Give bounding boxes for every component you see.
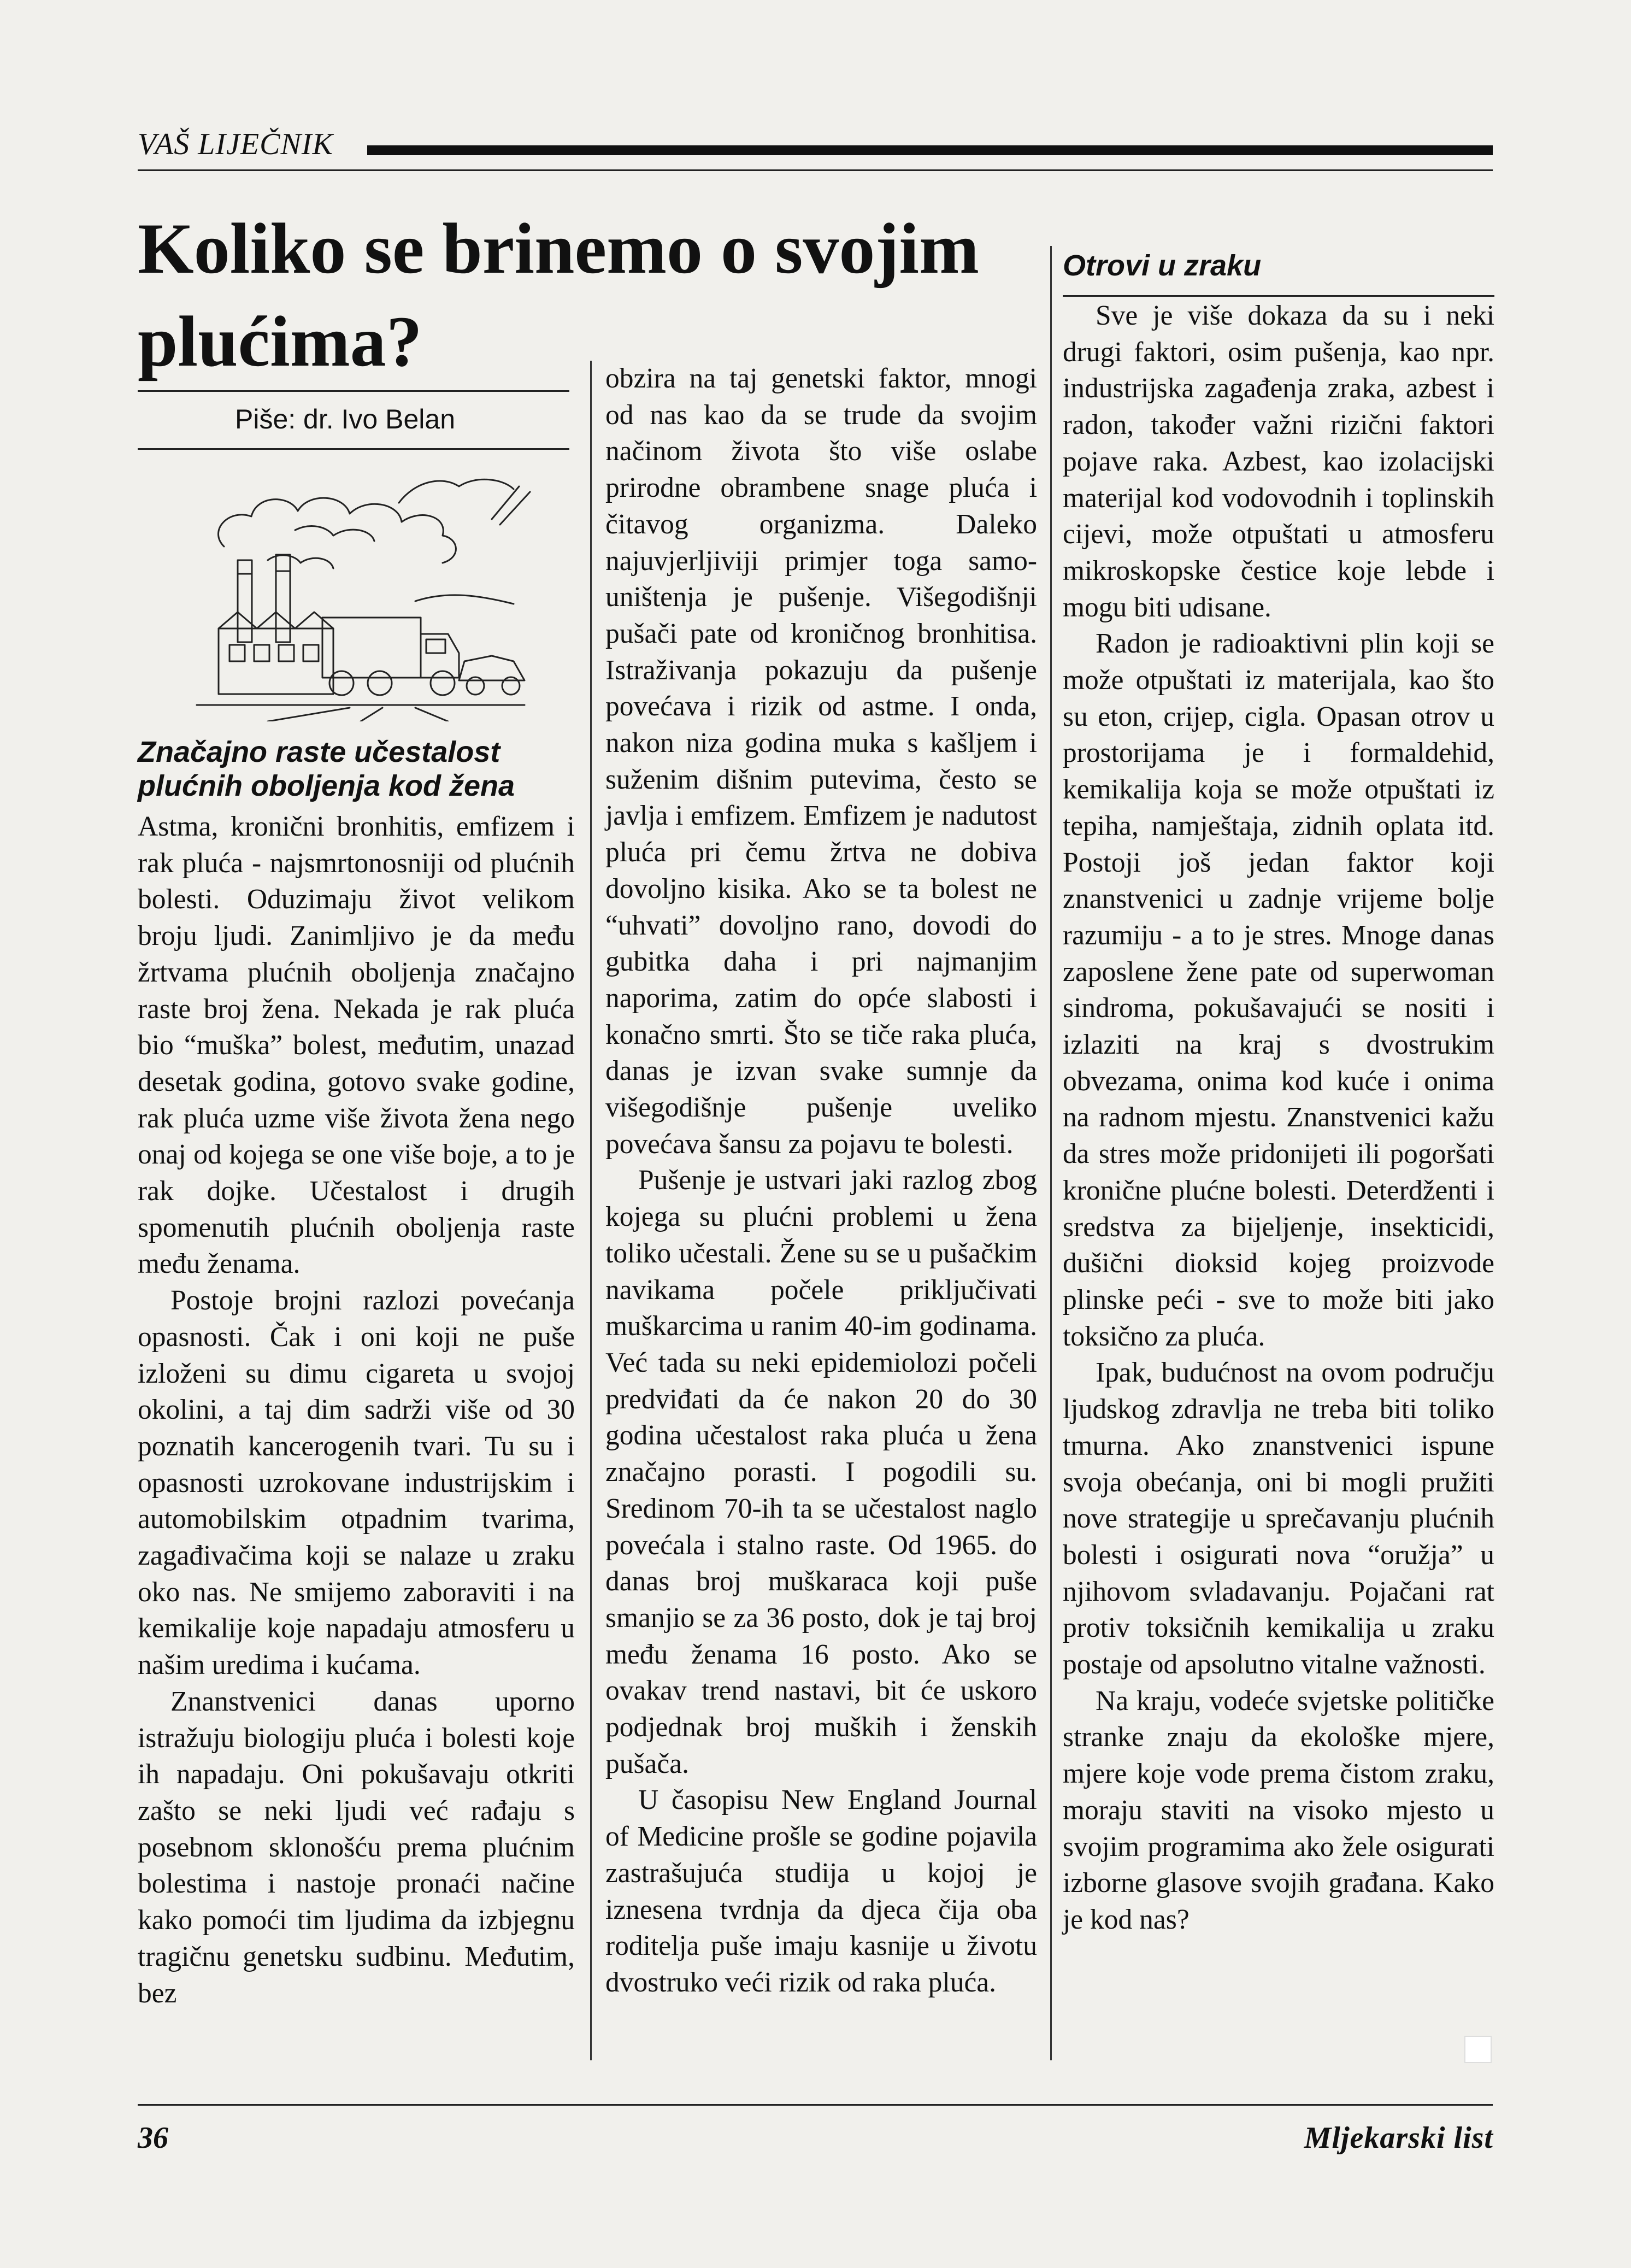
paragraph: U časopisu New England Journal of Medicine prošle se godine pojavila zastrašujuća studija u kojoj je iznesena tvrdnja da djeca čija oba roditelja puše imaju kasnije u životu dvostruko veći rizik od raka pluća. [605, 1784, 1037, 1998]
byline: Piše: dr. Ivo Belan [235, 404, 456, 434]
byline-rule-bottom [138, 448, 569, 450]
paragraph: Postoje brojni razlozi povećanja opasnosti. Čak i oni koji ne puše izloženi su dimu cigareta u svojoj okolini, a taj dim sadrži više od 30 poznatih kancerogenih tvari. Tu su i opasnosti uzrokovane industrijskim i automobilskim otpadnim tvarima, zagađivačima koji se nalaze u zraku oko nas. Ne smijemo zaboraviti i na kemikalije koje napadaju atmosferu u našim uredima i kućama. [138, 1285, 575, 1681]
footer-rule [138, 2104, 1493, 2106]
paragraph: obzira na taj genetski faktor, mnogi od nas kao da se trude da svojim načinom života što više oslabe prirodne obrambene snage pluća i čitavog organizma. Daleko najuvjerljiviji primjer toga samouništenja je pušenje. Višegodišnji pušači pate od kroničnog bronhitisa. Istraživanja pokazuju da pušenje povećava i rizik od astme. I onda, nakon niza godina muka s kašljem i suženim dišnim putevima, često se javlja i emfizem. Emfizem je nadutost pluća pri čemu žrtva ne dobiva dovoljno kisika. Ako se ta bolest ne “uhvati” dovoljno rano, dovodi do gubitka daha i pri najmanjim naporima, zatim do opće slabosti i konačno smrti. Što se tiče raka pluća, danas je izvan svake sumnje da višegodišnje pušenje uveliko povećava šansu za pojavu te bolesti. [605, 363, 1037, 1160]
running-header [138, 127, 1493, 160]
paragraph: Astma, kronični bronhitis, emfizem i rak pluća - najsmrtonosniji od plućnih bolesti. Oduzimaju život velikom broju ljudi. Zanimljivo je da među žrtvama plućnih oboljenja značajno raste broj žena. Nekada je rak pluća bio “muška” bolest, međutim, unazad desetak godina, gotovo svake godine, rak pluća uzme više života žena nego onaj od kojega se one više boje, a to je rak dojke. Učestalost i drugih spomenutih plućnih oboljenja raste među ženama. [138, 811, 575, 1280]
paragraph: Ipak, budućnost na ovom području ljudskog zdravlja ne treba biti toliko tmurna. Ako znanstvenici ispune svoja obećanja, oni bi mogli pružiti nove strategije u sprečavanju plućnih bolesti i osigurati nova “oružja” u njihovom svladavanju. Pojačani rat protiv toksičnih kemikalija u zraku postaje od apsolutno vitalne važnosti. [1063, 1357, 1494, 1681]
column-rule [1050, 246, 1052, 2060]
paragraph: Sve je više dokaza da su i neki drugi faktori, osim pušenja, kao npr. industrijska zagađenja zraka, azbest i radon, također važni rizični faktori pojave raka. Azbest, kao izolacijski materijal kod vodovodnih i toplinskih cijevi, može otpuštati u atmosferu mikroskopske čestice koje lebde i mogu biti udisane. [1063, 300, 1494, 623]
pollution-illustration [186, 465, 535, 721]
paragraph: Radon je radioaktivni plin koji se može otpuštati iz materijala, kao što su eton, crijep, cigla. Opasan otrov u prostorijama je i formaldehid, kemikalija koja se može otpuštati iz tepiha, namještaja, zidnih oplata itd. Postoji još jedan faktor koji znanstvenici u zadnje vrijeme bolje razumiju - a to je stres. Mnoge danas zaposlene žene pate od superwoman sindroma, pokušavajući se nositi i izlaziti na kraj s dvostrukim obvezama, onima kod kuće i onima na radnom mjestu. Znanstvenici kažu da stres može pridonijeti ili pogoršati kronične plućne bolesti. Deterdženti i sredstva za bijeljenje, insekticidi, dušični dioksid kojeg proizvode plinske peći - sve to može biti jako toksično za pluća. [1063, 628, 1494, 1352]
section-label: VAŠ LIJEČNIK [138, 127, 333, 161]
end-of-article-mark [1464, 2036, 1492, 2063]
magazine-name: Mljekarski list [1304, 2121, 1493, 2155]
subhead-air-toxins: Otrovi u zraku [1063, 249, 1262, 282]
title-line-1: Koliko se brinemo o svojim [138, 208, 979, 289]
subhead-line-2: plućnih oboljenja kod žena [138, 769, 515, 802]
column-1 [138, 809, 575, 2012]
column-3 [1063, 298, 1494, 1938]
page-number: 36 [138, 2121, 168, 2155]
header-bar [367, 145, 1493, 155]
subhead-rule [1063, 295, 1494, 297]
paragraph: Pušenje je ustvari jaki razlog zbog kojega su plućni problemi u žena toliko učestali. Žene su se u pušačkim navikama počele priključivati muškarcima u ranim 40-im godinama. Već tada su neki epidemiolozi počeli predviđati da će nakon 20 do 30 godina učestalost raka pluća u žena značajno porasti. I pogodili su. Sredinom 70-ih ta se učestalost naglo povećala i stalno raste. Od 1965. do danas broj muškaraca koji puše smanjio se za 36 posto, dok je taj broj među ženama 16 posto. Ako se ovakav trend nastavi, bit će uskoro podjednak broj muških i ženskih pušača. [605, 1165, 1037, 1779]
article-title [138, 202, 1012, 388]
paragraph: Znanstvenici danas uporno istražuju biologiju pluća i bolesti koje ih napadaju. Oni pokušavaju otkriti zašto se neki ljudi već rađaju s posebnom sklonošću prema plućnim bolestima i nastoje pronaći načine kako pomoći tim ljudima da izbjegnu tragičnu genetsku sudbinu. Međutim, bez [138, 1685, 575, 2009]
subhead-women-lung-disease [138, 735, 575, 803]
subhead-line-1: Značajno raste učestalost [138, 736, 501, 768]
header-rule [138, 169, 1493, 171]
column-2 [605, 361, 1037, 2001]
paragraph: Na kraju, vodeće svjetske političke stranke znaju da ekološke mjere, mjere koje vode prema čistom zraku, moraju staviti na visoko mjesto u svojim programima ako žele osigurati izborne glasove svojih građana. Kako je kod nas? [1063, 1685, 1494, 1935]
column-rule [590, 361, 592, 2060]
title-line-2: plućima? [138, 301, 422, 381]
byline-rule-top [138, 390, 569, 392]
